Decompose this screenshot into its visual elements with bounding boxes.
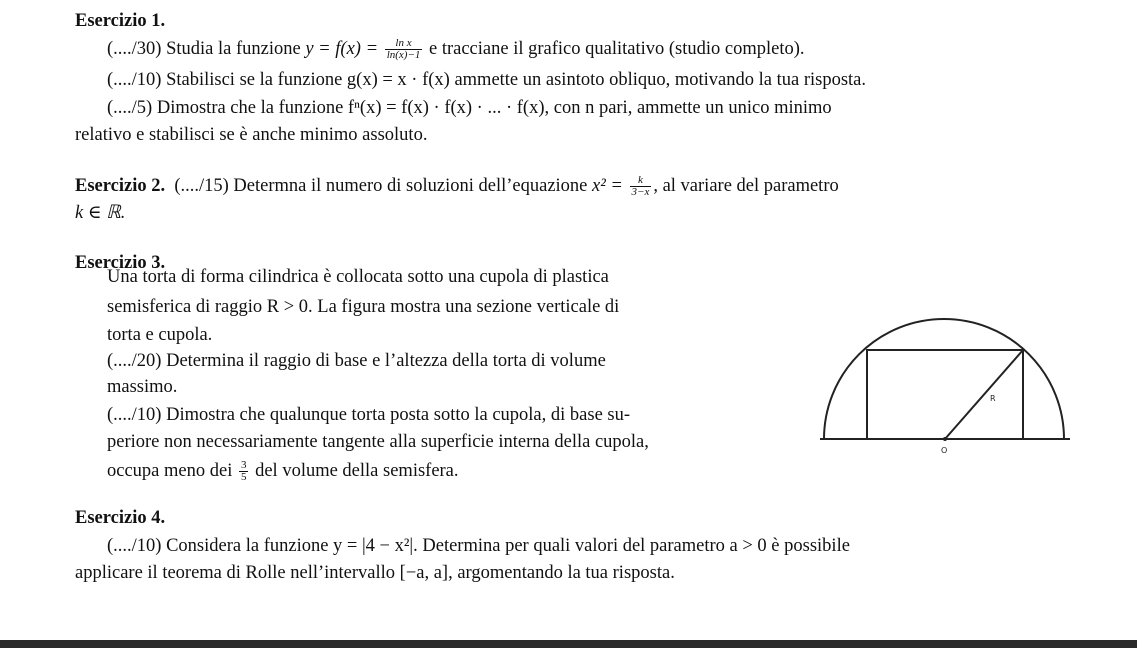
exercise-3-line-6: (..../10) Dimostra che qualunque torta posta sotto la cupola, di base su- [107, 405, 631, 425]
exercise-2-fraction-denominator: 3−x [631, 186, 650, 199]
exercise-3-heading: Esercizio 3. [75, 253, 166, 273]
exercise-3-fraction [239, 460, 249, 483]
exercise-2-tail: , al variare del parametro [653, 176, 839, 196]
exercise-3-last-tail: del volume della semisfera. [250, 461, 459, 481]
exercise-3-fraction-denominator: 5 [240, 471, 247, 484]
exercise-1-item-1 [107, 38, 805, 61]
exercise-2-fraction [630, 175, 652, 198]
bottom-border [0, 640, 1137, 648]
exercise-2-line-2: k ∈ ℝ. [75, 203, 126, 223]
exercise-1-item-2: (..../10) Stabilisci se la funzione g(x) = x · f(x) ammette un asintoto obliquo, motivando la tua risposta. [107, 70, 867, 90]
exercise-1-fraction-numerator: ln x [385, 38, 423, 50]
exercise-3-line-4: (..../20) Determina il raggio di base e l’altezza della torta di volume [107, 351, 606, 371]
exercise-3-line-8 [107, 460, 459, 483]
exercise-3-line-3: torta e cupola. [107, 325, 213, 345]
dome-cake-figure [815, 305, 1075, 465]
exercise-3-line-1: Una torta di forma cilindrica è collocata sotto una cupola di plastica [107, 267, 609, 287]
exercise-4-heading: Esercizio 4. [75, 508, 166, 528]
exercise-3-last-text: occupa meno dei [107, 461, 237, 481]
exercise-2-math: x² = [592, 176, 628, 196]
exercise-4-line-1: (..../10) Considera la funzione y = |4 − x²|. Determina per quali valori del parametro a > 0 è possibile [107, 536, 850, 556]
exercise-1-item-3-line-1: (..../5) Dimostra che la funzione fⁿ(x) = f(x) · f(x) · ... · f(x), con n pari, ammette un unico minimo [107, 98, 832, 118]
exercise-1-item-1-math: y = f(x) = [305, 39, 383, 59]
exercise-1-item-1-tail: e tracciane il grafico qualitativo (studio completo). [424, 39, 805, 59]
exercise-2-fraction-numerator: k [630, 175, 652, 187]
exercise-1-item-3-line-2: relativo e stabilisci se è anche minimo assoluto. [75, 125, 428, 145]
dome-arc [824, 319, 1064, 439]
label-R: R [990, 394, 996, 403]
radius-line [945, 350, 1023, 439]
center-point [943, 437, 947, 441]
label-O: O [941, 446, 948, 455]
exercise-1-fraction [385, 38, 423, 61]
exercise-2-heading: Esercizio 2. [75, 176, 166, 196]
exercise-4-line-2: applicare il teorema di Rolle nell’intervallo [−a, a], argomentando la tua risposta. [75, 563, 675, 583]
exercise-2-text: (..../15) Determna il numero di soluzioni dell’equazione [174, 176, 593, 196]
exercise-3-line-2: semisferica di raggio R > 0. La figura mostra una sezione verticale di [107, 297, 620, 317]
cake-rectangle [867, 350, 1023, 439]
exercise-3-line-5: massimo. [107, 377, 178, 397]
exercise-3-line-7: periore non necessariamente tangente alla superficie interna della cupola, [107, 432, 649, 452]
exercise-1-fraction-denominator: ln(x)−1 [386, 49, 421, 62]
exercise-1-heading: Esercizio 1. [75, 11, 166, 31]
exercise-2-line-1 [75, 175, 839, 198]
exercise-3-fraction-numerator: 3 [240, 459, 247, 472]
exercise-1-item-1-text: (..../30) Studia la funzione [107, 39, 306, 59]
